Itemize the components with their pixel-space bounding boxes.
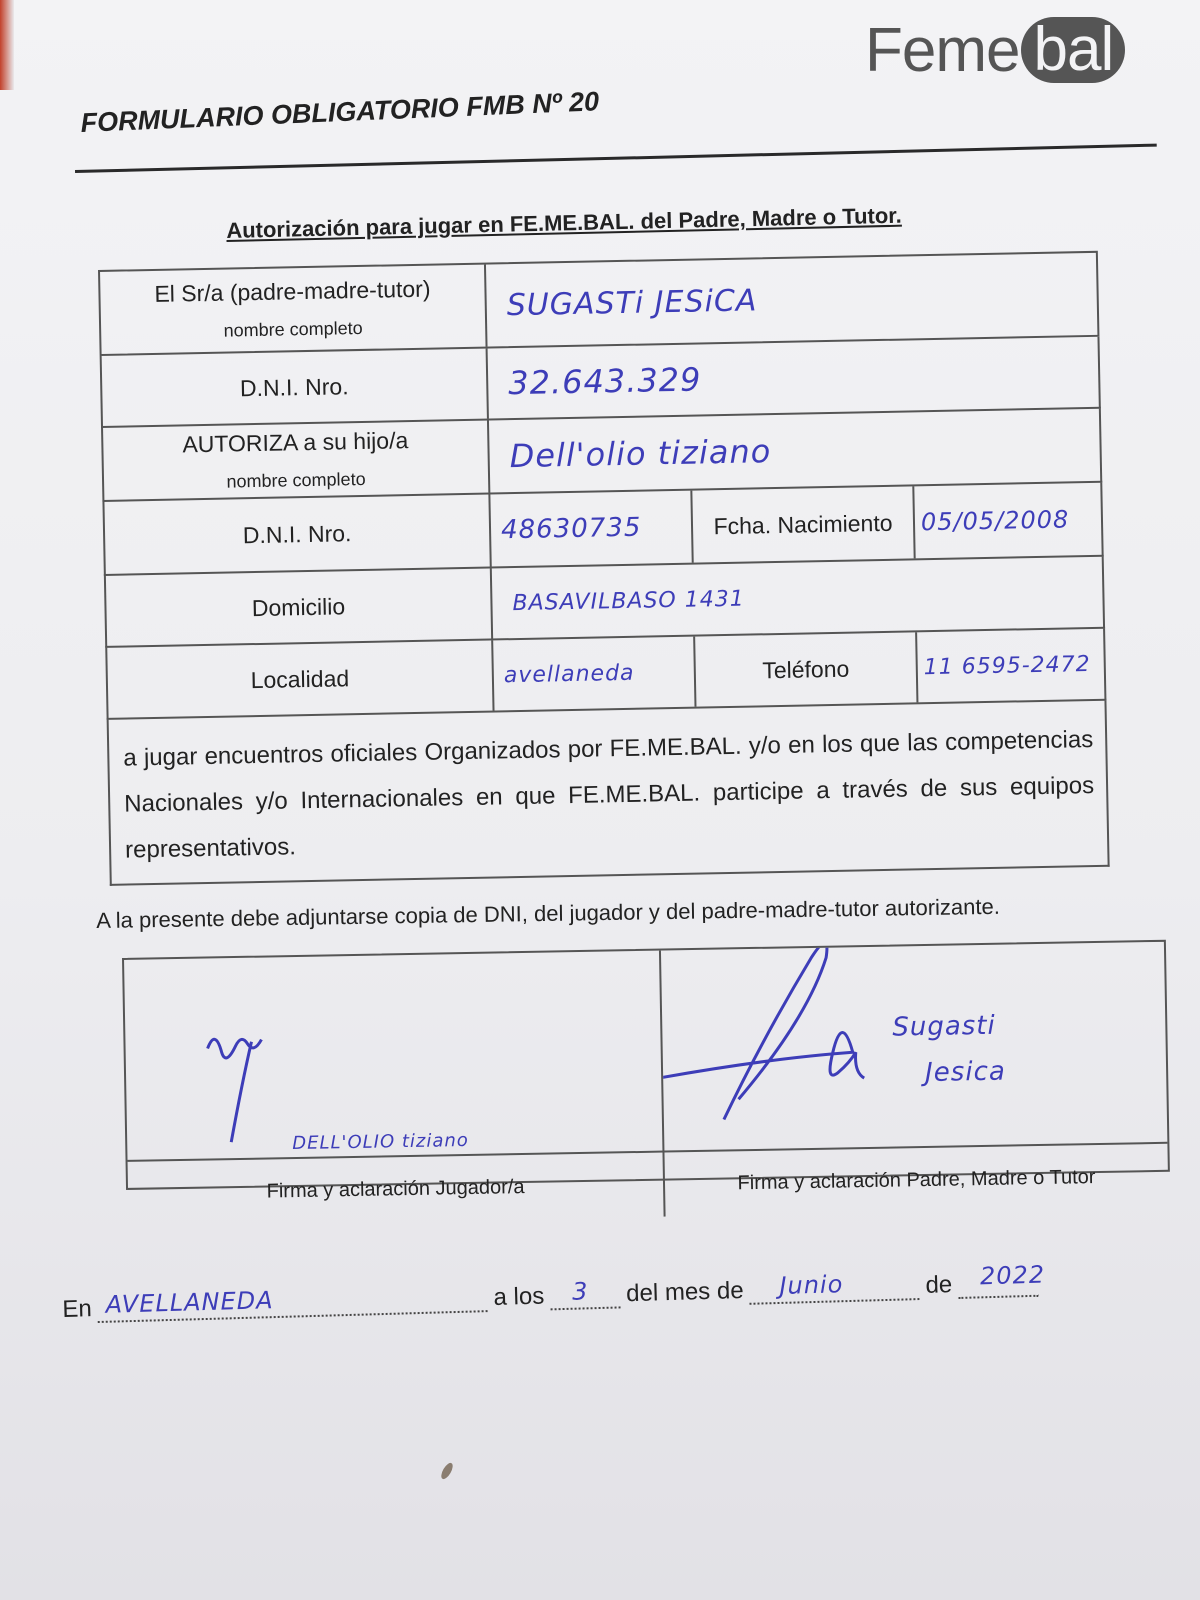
parent-clarification-name: Jesica [924, 1056, 1007, 1088]
phone-field[interactable]: 11 6595-2472 [923, 651, 1091, 680]
address-label: Domicilio [106, 568, 493, 645]
femebal-logo: Feme bal [865, 12, 1125, 88]
page-edge [0, 0, 14, 90]
parent-dni-label: D.N.I. Nro. [102, 349, 489, 426]
parent-name-label: El Sr/a (padre-madre-tutor) nombre completo [100, 265, 488, 354]
parent-clarification-surname: Sugasti [892, 1010, 996, 1043]
ink-spot [439, 1461, 455, 1481]
date-place-line [62, 1260, 1122, 1324]
player-signature-icon [124, 951, 662, 1160]
child-name-field[interactable]: Dell'olio tiziano [509, 432, 772, 476]
child-dni-label: D.N.I. Nro. [104, 495, 491, 574]
birth-date-label: Fcha. Nacimiento [692, 486, 915, 562]
parent-name-field[interactable]: SUGASTi JESiCA [506, 282, 758, 323]
child-dni-field[interactable]: 48630735 [490, 491, 693, 567]
date-day-label: a los [493, 1282, 545, 1311]
signature-table [122, 940, 1170, 1203]
player-clarification: DELL'OLIO tiziano [292, 1129, 470, 1155]
parent-signature-icon [661, 942, 1164, 1151]
parent-signature-caption: Firma y aclaración Padre, Madre o Tutor [664, 1142, 1168, 1217]
month-field[interactable]: Junio [749, 1272, 920, 1305]
address-field[interactable]: BASAVILBASO 1431 [512, 586, 745, 616]
player-signature-caption: Firma y aclaración Jugador/a [128, 1151, 666, 1226]
form-subtitle: Autorización para jugar en FE.ME.BAL. del Padre, Madre o Tutor. [226, 202, 902, 243]
date-en-label: En [62, 1295, 93, 1323]
place-field[interactable]: AVELLANEDA [97, 1284, 488, 1323]
year-field[interactable]: 2022 [958, 1269, 1039, 1299]
phone-label: Teléfono [695, 632, 918, 706]
child-name-label: AUTORIZA a su hijo/a nombre completo [103, 421, 490, 500]
form-title: FORMULARIO OBLIGATORIO FMB Nº 20 [80, 86, 600, 138]
date-year-label: de [925, 1271, 953, 1299]
attachment-note: A la presente debe adjuntarse copia de DNI, del jugador y del padre-madre-tutor autorizante. [96, 893, 1001, 933]
parent-dni-field[interactable]: 32.643.329 [507, 360, 702, 403]
date-month-label: del mes de [625, 1276, 744, 1308]
city-label: Localidad [107, 640, 494, 717]
day-field[interactable]: 3 [550, 1280, 621, 1310]
authorization-table [98, 251, 1110, 886]
city-field[interactable]: avellaneda [493, 637, 696, 711]
title-rule [75, 144, 1157, 173]
parent-signature-box[interactable] [661, 942, 1167, 1151]
birth-date-field[interactable]: 05/05/2008 [920, 505, 1070, 537]
authorization-paragraph: a jugar encuentros oficiales Organizados por FE.ME.BAL. y/o en los que las competencias Nacionales y/o Internacionales en que FE.ME.BAL. participe a través de sus equipos representativos. [107, 701, 1110, 886]
player-signature-box[interactable] [124, 951, 664, 1160]
